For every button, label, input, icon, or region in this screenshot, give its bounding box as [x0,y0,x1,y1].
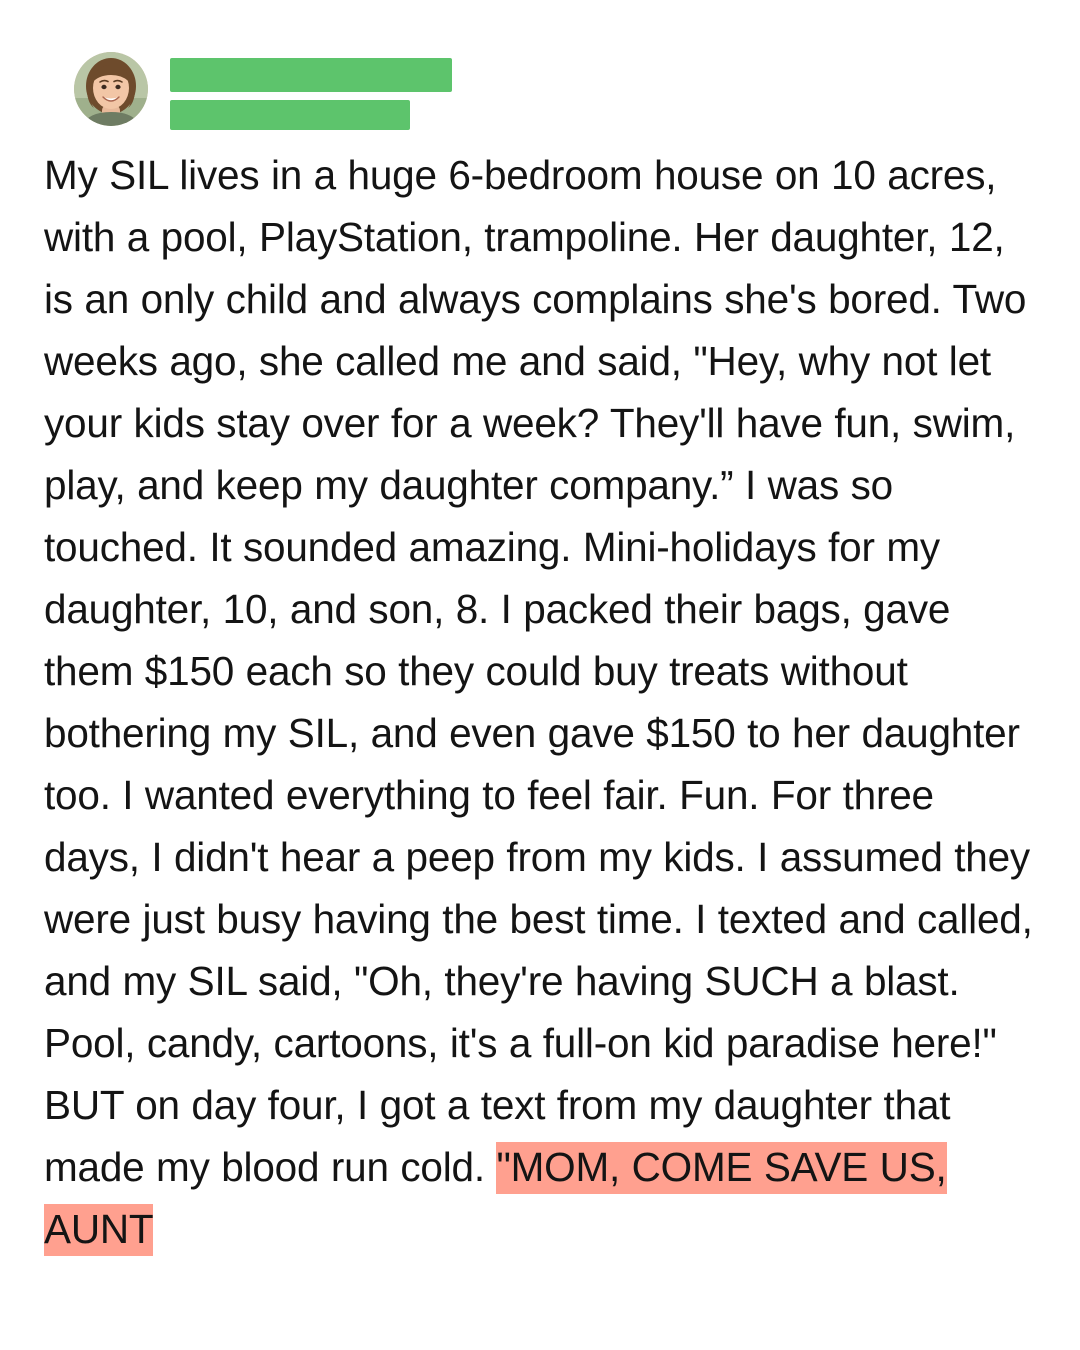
post-text-highlighted: "MOM, COME SAVE US, AUNT [44,1142,947,1256]
author-block [170,52,452,130]
avatar[interactable] [74,52,148,126]
redaction-bar-name [170,58,452,92]
redaction-bar-handle [170,100,410,130]
post-header [0,0,1080,118]
avatar-image [74,52,148,126]
post-text: My SIL lives in a huge 6-bedroom house on 10 acres, with a pool, PlayStation, trampoline. Her daughter, 12, is an only child and always complains she's bored. Two weeks ago, she called me and said, "Hey, why not let your kids stay over for a week? They'll have fun, swim, play, and keep my daughter company.” I was so touched. It sounded amazing. Mini-holidays for my daughter, 10, and son, 8. I packed their bags, gave them $150 each so they could buy treats without bothering my SIL, and even gave $150 to her daughter too. I wanted everything to feel fair. Fun. For three days, I didn't hear a peep from my kids. I assumed they were just busy having the best time. I texted and called, and my SIL said, "Oh, they're having SUCH a blast. Pool, candy, cartoons, it's a full-on kid paradise here!" BUT on day four, I got a text from my daughter that made my blood run cold. [44,152,1033,1190]
post-body [0,118,1080,1260]
